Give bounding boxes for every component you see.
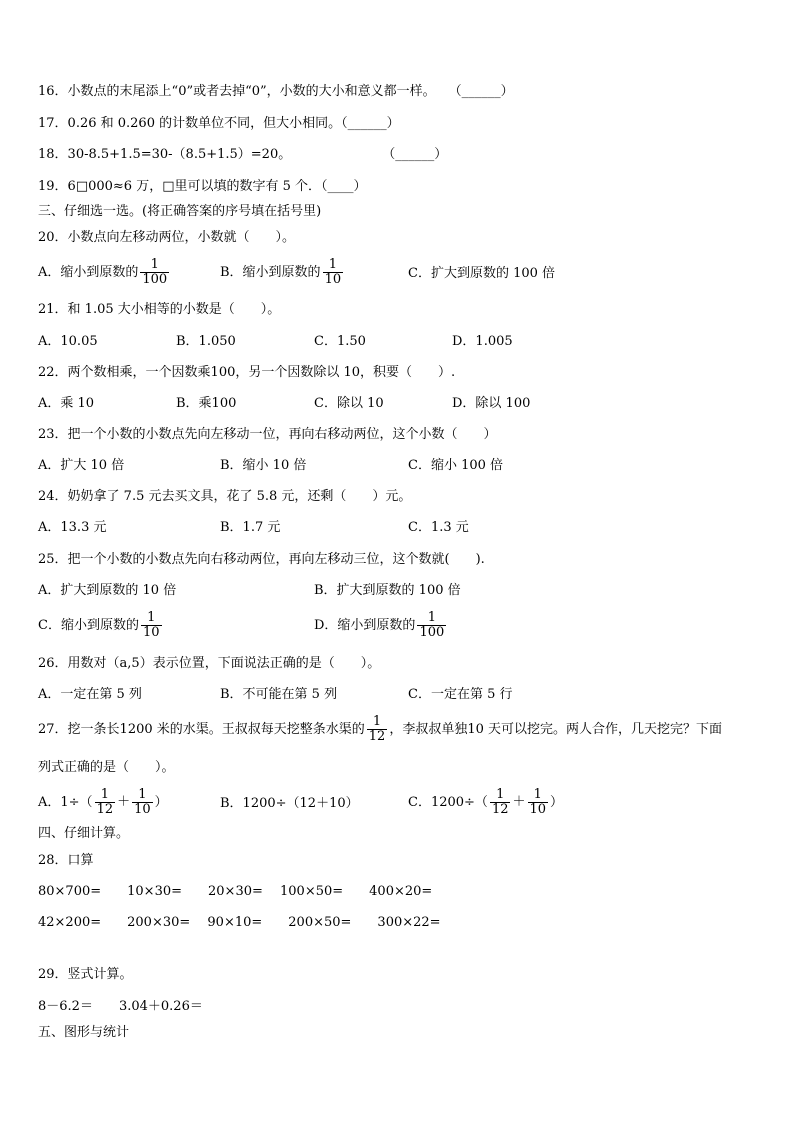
numerator: 1 bbox=[533, 787, 542, 802]
option-text: D．缩小到原数的 bbox=[314, 618, 416, 633]
denominator: 10 bbox=[529, 802, 547, 817]
question-17: 17．0.26 和 0.260 的计数单位不同，但大小相同。（______） bbox=[38, 116, 400, 131]
question-21: 21．和 1.05 大小相等的小数是（ ）。 bbox=[38, 302, 281, 317]
denominator: 12 bbox=[96, 802, 114, 817]
option-text: C．1200÷（ bbox=[408, 795, 488, 810]
option-24a: A．13.3 元 bbox=[38, 520, 107, 535]
denominator: 100 bbox=[142, 272, 168, 287]
fraction bbox=[490, 788, 511, 817]
fraction bbox=[141, 611, 162, 640]
denominator: 12 bbox=[491, 802, 509, 817]
option-24b: B．1.7 元 bbox=[220, 520, 281, 535]
option-24c: C．1.3 元 bbox=[408, 520, 469, 535]
option-26b: B．不可能在第 5 列 bbox=[220, 687, 338, 702]
fraction bbox=[528, 788, 549, 817]
option-25a: A．扩大到原数的 10 倍 bbox=[38, 583, 177, 598]
denominator: 10 bbox=[142, 625, 160, 640]
question-19: 19．6□000≈6 万，□里可以填的数字有 5 个．（____） bbox=[38, 179, 367, 194]
option-26a: A．一定在第 5 列 bbox=[38, 687, 142, 702]
denominator: 12 bbox=[368, 729, 386, 744]
question-16: 16．小数点的末尾添上“0”或者去掉“0”，小数的大小和意义都一样。 （______） bbox=[38, 84, 514, 99]
fraction bbox=[323, 258, 344, 287]
question-27 bbox=[38, 715, 722, 744]
fraction bbox=[95, 788, 116, 817]
numerator: 1 bbox=[372, 714, 382, 729]
option-text: ） bbox=[154, 795, 168, 810]
numerator: 1 bbox=[138, 787, 147, 802]
mental-math-line-1: 80×700= 10×30= 20×30= 100×50= 400×20= bbox=[38, 884, 433, 899]
option-27c bbox=[408, 788, 563, 817]
question-28: 28．口算 bbox=[38, 853, 94, 868]
question-27-line2: 列式正确的是（ ）。 bbox=[38, 760, 175, 775]
fraction bbox=[417, 611, 446, 640]
question-18: 18．30-8.5+1.5=30-（8.5+1.5）=20。 （______） bbox=[38, 147, 448, 162]
option-text: B．缩小到原数的 bbox=[220, 265, 321, 280]
option-20c: C．扩大到原数的 100 倍 bbox=[408, 266, 556, 281]
option-21a: A．10.05 bbox=[38, 334, 98, 349]
option-27b: B．1200÷（12＋10） bbox=[220, 796, 359, 811]
option-22d: D．除以 100 bbox=[452, 396, 531, 411]
option-text: A．1÷（ bbox=[38, 795, 93, 810]
numerator: 1 bbox=[496, 787, 505, 802]
option-23a: A．扩大 10 倍 bbox=[38, 458, 125, 473]
denominator: 100 bbox=[419, 625, 445, 640]
question-24: 24．奶奶拿了 7.5 元去买文具，花了 5.8 元，还剩（ ）元。 bbox=[38, 489, 412, 504]
option-21c: C．1.50 bbox=[314, 334, 366, 349]
numerator: 1 bbox=[150, 257, 159, 272]
plus-sign: ＋ bbox=[512, 794, 526, 810]
numerator: 1 bbox=[427, 610, 436, 625]
option-25d bbox=[314, 611, 448, 640]
section-3-heading: 三、仔细选一选。(将正确答案的序号填在括号里) bbox=[38, 204, 322, 219]
option-20b bbox=[220, 258, 345, 287]
option-20a bbox=[38, 258, 171, 287]
section-4-heading: 四、仔细计算。 bbox=[38, 826, 130, 841]
fraction bbox=[132, 788, 153, 817]
option-23c: C．缩小 100 倍 bbox=[408, 458, 504, 473]
option-text: A．缩小到原数的 bbox=[38, 265, 139, 280]
denominator: 10 bbox=[134, 802, 151, 817]
plus-sign: ＋ bbox=[117, 794, 131, 810]
option-27a bbox=[38, 788, 168, 817]
denominator: 10 bbox=[324, 272, 342, 287]
option-text: ） bbox=[550, 795, 564, 810]
fraction bbox=[367, 715, 388, 744]
option-22a: A．乘 10 bbox=[38, 396, 95, 411]
option-text: C．缩小到原数的 bbox=[38, 618, 139, 633]
option-25b: B．扩大到原数的 100 倍 bbox=[314, 583, 461, 598]
option-21b: B．1.050 bbox=[176, 334, 236, 349]
question-25: 25．把一个小数的小数点先向右移动两位，再向左移动三位，这个数就( ). bbox=[38, 552, 485, 567]
numerator: 1 bbox=[147, 610, 156, 625]
question-text: 27．挖一条长1200 米的水渠。王叔叔每天挖整条水渠的 bbox=[38, 722, 365, 737]
option-23b: B．缩小 10 倍 bbox=[220, 458, 307, 473]
question-20: 20．小数点向左移动两位，小数就（ ）。 bbox=[38, 230, 296, 245]
numerator: 1 bbox=[100, 787, 109, 802]
option-21d: D．1.005 bbox=[452, 334, 513, 349]
option-26c: C．一定在第 5 行 bbox=[408, 687, 513, 702]
question-23: 23．把一个小数的小数点先向左移动一位，再向右移动两位，这个小数（ ） bbox=[38, 427, 497, 442]
question-29: 29．竖式计算。 bbox=[38, 967, 133, 982]
section-5-heading: 五、图形与统计 bbox=[38, 1025, 130, 1040]
mental-math-line-2: 42×200= 200×30= 90×10= 200×50= 300×22= bbox=[38, 915, 441, 930]
question-22: 22．两个数相乘，一个因数乘100，另一个因数除以 10，积要（ ）. bbox=[38, 365, 456, 380]
fraction bbox=[140, 258, 169, 287]
question-text: ，李叔叔单独10 天可以挖完。两人合作，几天挖完？下面 bbox=[389, 722, 722, 737]
option-25c bbox=[38, 611, 164, 640]
question-26: 26．用数对（a,5）表示位置，下面说法正确的是（ ）。 bbox=[38, 656, 381, 671]
numerator: 1 bbox=[328, 257, 337, 272]
vertical-calc-line-1: 8－6.2＝ 3.04＋0.26＝ bbox=[38, 999, 203, 1014]
option-22b: B．乘100 bbox=[176, 396, 237, 411]
option-22c: C．除以 10 bbox=[314, 396, 384, 411]
